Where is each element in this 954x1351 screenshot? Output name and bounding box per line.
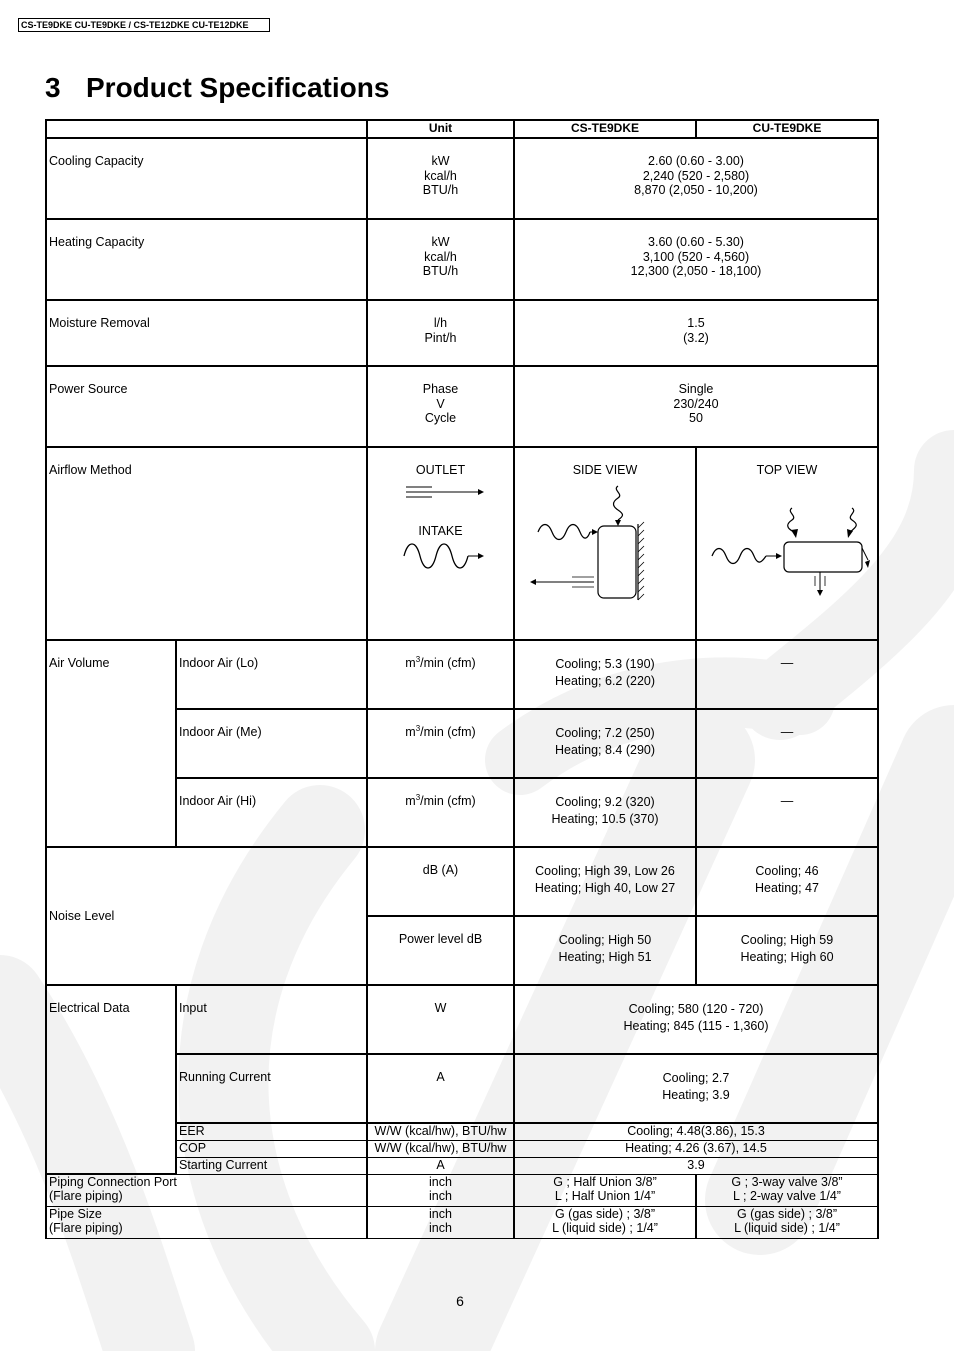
row-noise-db	[46, 847, 878, 916]
label-air-volume: Air Volume	[46, 640, 176, 847]
value-line: G (gas side) ; 3/8”	[736, 1206, 838, 1221]
side-view-airflow-diagram	[530, 478, 680, 610]
side-view-cell	[514, 447, 696, 640]
unit-line: inch	[429, 1174, 452, 1189]
value-cop: Heating; 4.26 (3.67), 14.5	[514, 1140, 878, 1157]
value-line: Cooling; 46	[755, 864, 819, 878]
label-line: (Flare piping)	[49, 1220, 123, 1235]
label-airflow-method: Airflow Method	[46, 447, 367, 640]
header-blank-cell	[46, 120, 367, 138]
label-piping-port	[46, 1174, 367, 1206]
value-line: Single	[678, 382, 714, 396]
row-cooling-capacity	[46, 138, 878, 219]
unit-starting-current: A	[367, 1157, 514, 1174]
label-noise-level: Noise Level	[46, 847, 367, 985]
unit-line: kcal/h	[424, 249, 457, 264]
value-input	[514, 985, 878, 1054]
unit-cooling-capacity	[367, 138, 514, 219]
value-line: Heating; 8.4 (290)	[554, 743, 656, 757]
airflow-legend-cell	[367, 447, 514, 640]
label-indoor-air-me: Indoor Air (Me)	[176, 709, 367, 778]
value-power-source	[514, 366, 878, 447]
value-line: 50	[689, 411, 703, 425]
value-line: Cooling; 9.2 (320)	[555, 795, 655, 809]
label-running-current: Running Current	[176, 1054, 367, 1123]
value-air-volume-lo	[514, 640, 696, 709]
value-line: L ; 2-way valve 1/4”	[733, 1188, 841, 1203]
value-line: 2,240 (520 - 2,580)	[642, 168, 750, 183]
unit-air-volume-hi	[367, 778, 514, 847]
header-indoor-model: CS-TE9DKE	[514, 120, 696, 138]
value-line: G ; Half Union 3/8”	[553, 1174, 657, 1189]
value-noise-power-outdoor	[696, 916, 878, 985]
unit-air-volume-lo	[367, 640, 514, 709]
side-view-label: SIDE VIEW	[572, 463, 638, 477]
value-line: 12,300 (2,050 - 18,100)	[630, 264, 762, 278]
label-cooling-capacity: Cooling Capacity	[46, 138, 367, 219]
value-line: Heating; 845 (115 - 1,360)	[623, 1019, 769, 1033]
label-pipe-size	[46, 1206, 367, 1238]
value-line: Heating; High 51	[558, 950, 652, 964]
value-starting-current: 3.9	[514, 1157, 878, 1174]
unit-prefix: m	[405, 794, 416, 808]
unit-sup: 3	[415, 654, 421, 664]
value-line: Cooling; 7.2 (250)	[555, 726, 655, 740]
value-air-volume-hi	[514, 778, 696, 847]
header-unit: Unit	[367, 120, 514, 138]
unit-prefix: m	[405, 725, 416, 739]
unit-line: Pint/h	[424, 330, 457, 345]
unit-input: W	[367, 985, 514, 1054]
section-number: 3	[45, 72, 61, 103]
unit-sup: 3	[415, 792, 421, 802]
unit-air-volume-me	[367, 709, 514, 778]
unit-suffix: /min (cfm)	[420, 656, 476, 670]
label-cop: COP	[176, 1140, 367, 1157]
value-line: Cooling; High 50	[558, 933, 652, 947]
value-line: 3.60 (0.60 - 5.30)	[648, 235, 744, 249]
row-elec-input	[46, 985, 878, 1054]
value-line: 3,100 (520 - 4,560)	[642, 249, 750, 264]
value-line: 230/240	[673, 396, 719, 411]
unit-piping-port	[367, 1174, 514, 1206]
row-pipe-size	[46, 1206, 878, 1238]
intake-label: INTAKE	[418, 523, 463, 538]
label-heating-capacity: Heating Capacity	[46, 219, 367, 300]
row-heating-capacity	[46, 219, 878, 300]
unit-cop: W/W (kcal/hw), BTU/hw	[367, 1140, 514, 1157]
intake-wave-arrow-icon	[396, 538, 486, 574]
label-line: (Flare piping)	[49, 1189, 123, 1203]
unit-line: inch	[429, 1188, 452, 1203]
value-line: 8,870 (2,050 - 10,200)	[634, 183, 758, 197]
unit-noise-db: dB (A)	[367, 847, 514, 916]
unit-suffix: /min (cfm)	[420, 794, 476, 808]
value-line: Heating; 6.2 (220)	[554, 674, 656, 688]
row-air-volume-lo	[46, 640, 878, 709]
value-moisture-removal	[514, 300, 878, 366]
value-line: Heating; 3.9	[662, 1088, 730, 1102]
label-power-source: Power Source	[46, 366, 367, 447]
label-line: Pipe Size	[49, 1206, 102, 1221]
value-line: Heating; 47	[755, 881, 819, 895]
unit-prefix: m	[405, 656, 416, 670]
value-line: (3.2)	[683, 330, 709, 345]
model-code-header: CS-TE9DKE CU-TE9DKE / CS-TE12DKE CU-TE12DKE	[18, 18, 270, 32]
value-pipe-size-outdoor	[696, 1206, 878, 1238]
row-airflow-method	[46, 447, 878, 640]
unit-running-current: A	[367, 1054, 514, 1123]
unit-line: kW	[431, 154, 450, 168]
value-line: Cooling; 580 (120 - 720)	[628, 1002, 764, 1016]
value-line: Cooling; High 39, Low 26	[535, 864, 675, 878]
unit-moisture-removal	[367, 300, 514, 366]
unit-line: kcal/h	[424, 168, 457, 183]
value-line: Heating; High 40, Low 27	[534, 881, 676, 895]
unit-line: BTU/h	[422, 264, 459, 278]
value-noise-db-indoor	[514, 847, 696, 916]
unit-power-source	[367, 366, 514, 447]
page-number: 6	[456, 1293, 464, 1309]
label-indoor-air-lo: Indoor Air (Lo)	[176, 640, 367, 709]
unit-line: inch	[429, 1220, 452, 1235]
value-noise-power-indoor	[514, 916, 696, 985]
value-line: G (gas side) ; 3/8”	[554, 1206, 656, 1221]
outdoor-air-volume-hi: —	[696, 778, 878, 847]
top-view-airflow-diagram	[702, 478, 872, 610]
outlet-label: OUTLET	[415, 463, 466, 477]
value-eer: Cooling; 4.48(3.86), 15.3	[514, 1123, 878, 1140]
outlet-arrow-icon	[396, 478, 486, 508]
label-input: Input	[176, 985, 367, 1054]
value-line: 1.5	[687, 316, 705, 330]
section-title: Product Specifications	[86, 72, 390, 103]
value-line: G ; 3-way valve 3/8”	[731, 1174, 843, 1189]
value-heating-capacity	[514, 219, 878, 300]
unit-line: Cycle	[424, 411, 457, 425]
label-eer: EER	[176, 1123, 367, 1140]
page-title	[45, 72, 389, 104]
value-line: L ; Half Union 1/4”	[554, 1188, 656, 1203]
value-line: Cooling; High 59	[740, 933, 834, 947]
top-view-label: TOP VIEW	[756, 463, 818, 477]
unit-heating-capacity	[367, 219, 514, 300]
unit-line: Phase	[422, 382, 459, 396]
value-line: 2.60 (0.60 - 3.00)	[648, 154, 744, 168]
spec-table	[45, 119, 879, 1239]
row-power-source	[46, 366, 878, 447]
unit-suffix: /min (cfm)	[420, 725, 476, 739]
value-line: Heating; 10.5 (370)	[551, 812, 659, 826]
label-starting-current: Starting Current	[176, 1157, 367, 1174]
value-noise-db-outdoor	[696, 847, 878, 916]
label-indoor-air-hi: Indoor Air (Hi)	[176, 778, 367, 847]
row-piping-port	[46, 1174, 878, 1206]
value-line: Heating; High 60	[740, 950, 834, 964]
value-running-current	[514, 1054, 878, 1123]
unit-line: kW	[431, 235, 450, 249]
value-line: L (liquid side) ; 1/4”	[734, 1220, 840, 1235]
label-line: Piping Connection Port	[49, 1175, 177, 1189]
row-moisture-removal	[46, 300, 878, 366]
top-view-cell	[696, 447, 878, 640]
value-line: Cooling; 5.3 (190)	[555, 657, 655, 671]
unit-line: V	[436, 396, 445, 411]
unit-line: l/h	[433, 316, 448, 330]
unit-noise-power: Power level dB	[367, 916, 514, 985]
unit-line: inch	[429, 1206, 452, 1221]
label-moisture-removal: Moisture Removal	[46, 300, 367, 366]
value-pipe-size-indoor	[514, 1206, 696, 1238]
table-header-row	[46, 120, 878, 138]
unit-sup: 3	[415, 723, 421, 733]
value-line: L (liquid side) ; 1/4”	[552, 1220, 658, 1235]
value-piping-port-indoor	[514, 1174, 696, 1206]
unit-line: BTU/h	[422, 183, 459, 197]
unit-eer: W/W (kcal/hw), BTU/hw	[367, 1123, 514, 1140]
outdoor-air-volume-lo: —	[696, 640, 878, 709]
header-outdoor-model: CU-TE9DKE	[696, 120, 878, 138]
value-air-volume-me	[514, 709, 696, 778]
outdoor-air-volume-me: —	[696, 709, 878, 778]
unit-pipe-size	[367, 1206, 514, 1238]
value-piping-port-outdoor	[696, 1174, 878, 1206]
label-electrical-data: Electrical Data	[46, 985, 176, 1174]
value-cooling-capacity	[514, 138, 878, 219]
value-line: Cooling; 2.7	[662, 1071, 730, 1085]
